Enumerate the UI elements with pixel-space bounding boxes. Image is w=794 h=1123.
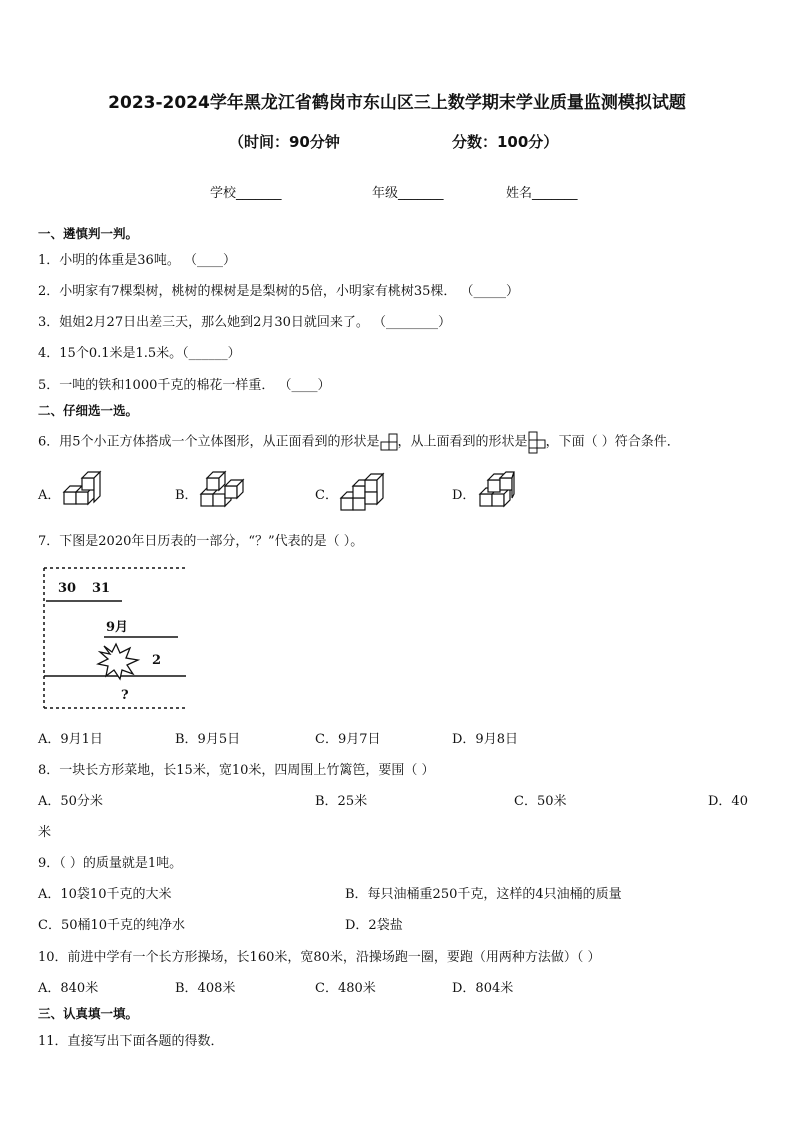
q6-option-b-label: B． (175, 488, 198, 503)
q8-option-b: B．25米 (315, 794, 368, 809)
name-field: 姓名_______ (506, 186, 578, 201)
q7-option-c: C．9月7日 (315, 732, 381, 747)
front-view-shape-icon (380, 432, 398, 452)
question-11: 11．直接写出下面各题的得数． (38, 1034, 224, 1049)
q10-option-c: C．480米 (315, 981, 376, 996)
question-7: 7．下图是2020年日历表的一部分，“？”代表的是（ ）。 (38, 534, 364, 549)
q8-option-c: C．50米 (514, 794, 567, 809)
q10-option-d: D．804米 (452, 981, 514, 996)
question-5: 5．一吨的铁和1000千克的棉花一样重． （____） (38, 378, 331, 393)
exam-time: （时间：90分钟 (229, 133, 340, 151)
calendar-unknown: ? (121, 688, 129, 703)
q9-option-d: D．2袋盐 (345, 918, 403, 933)
calendar-month: 9月 (106, 620, 129, 635)
q8-option-a: A．50分米 (38, 794, 103, 809)
q6-option-c-label: C． (315, 488, 338, 503)
q8-option-d-wrap: 米 (38, 825, 52, 840)
section-3-heading: 三、认真填一填。 (38, 1006, 139, 1021)
exam-score: 分数：100分） (452, 133, 559, 151)
question-6 (38, 430, 680, 454)
q7-option-b: B．9月5日 (175, 732, 241, 747)
page-title: 2023-2024学年黑龙江省鹤岗市东山区三上数学期末学业质量监测模拟试题 (108, 93, 686, 113)
question-6-part-b: ，从上面看到的形状是 (397, 434, 528, 450)
q10-option-b: B．408米 (175, 981, 236, 996)
question-1: 1．小明的体重是36吨。 （____） (38, 253, 236, 268)
question-2: 2．小明家有7棵梨树，桃树的棵树是是梨树的5倍，小明家有桃树35棵． （_____） (38, 284, 519, 299)
question-8: 8．一块长方形菜地，长15米，宽10米，四周围上竹篱笆，要围（ ） (38, 763, 435, 778)
school-field: 学校_______ (210, 186, 282, 201)
question-6-part-a: 6．用5个小正方体搭成一个立体图形，从正面看到的形状是 (38, 434, 380, 450)
question-6-part-c: ，下面（ ）符合条件． (545, 434, 680, 450)
section-1-heading: 一、遴慎判一判。 (38, 226, 139, 241)
question-4: 4．15个0.1米是1.5米。（______） (38, 346, 241, 361)
burst-icon (98, 644, 138, 679)
section-2-heading: 二、仔细选一选。 (38, 403, 139, 418)
calendar-day-30: 30 (58, 581, 77, 596)
question-10: 10．前进中学有一个长方形操场，长160米，宽80米，沿操场跑一圈，要跑（用两种方法做）（ ） (38, 950, 601, 965)
q8-option-d: D．40 (708, 794, 748, 809)
q10-option-a: A．840米 (38, 981, 99, 996)
calendar-day-31: 31 (92, 581, 111, 596)
q6-option-a-label: A． (38, 488, 61, 503)
question-3: 3．姐姐2月27日出差三天，那么她到2月30日就回来了。 （________） (38, 315, 452, 330)
q7-option-a: A．9月1日 (38, 732, 103, 747)
q9-option-a: A．10袋10千克的大米 (38, 887, 172, 902)
top-view-shape-icon (528, 430, 546, 454)
q9-option-b: B．每只油桶重250千克，这样的4只油桶的质量 (345, 887, 622, 902)
q6-option-b-cubes-icon (197, 470, 247, 512)
q9-option-c: C．50桶10千克的纯净水 (38, 918, 186, 933)
grade-field: 年级_______ (372, 186, 444, 201)
question-9: 9．（ ）的质量就是1吨。 (38, 856, 183, 871)
calendar-day-2: 2 (152, 653, 162, 668)
q6-option-c-cubes-icon (337, 466, 387, 514)
q6-option-d-label: D． (452, 488, 476, 503)
q6-option-a-cubes-icon (60, 470, 106, 512)
q7-option-d: D．9月8日 (452, 732, 518, 747)
q6-option-d-cubes-icon (474, 470, 520, 512)
